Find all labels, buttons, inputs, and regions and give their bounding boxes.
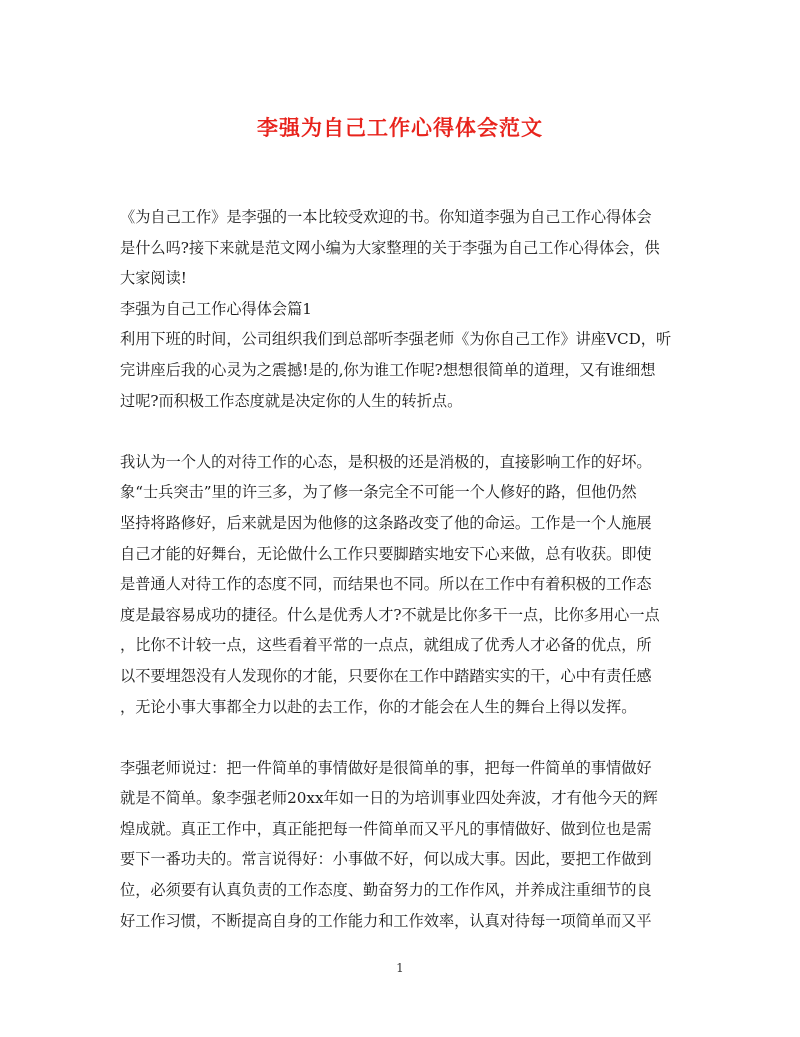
- text-line: 要下一番功夫的。常言说得好：小事做不好，何以成大事。因此，要把工作做到: [120, 850, 652, 869]
- text-line: 我认为一个人的对待工作的心态，是积极的还是消极的，直接影响工作的好坏。: [120, 452, 652, 471]
- text-line: 煌成就。真正工作中，真正能把每一件简单而又平凡的事情做好、做到位也是需: [120, 819, 652, 838]
- text-line: 李强老师说过：把一件简单的事情做好是很简单的事，把每一件简单的事情做好: [120, 758, 652, 777]
- document-title: 李强为自己工作心得体会范文: [257, 115, 543, 140]
- text-line: 好工作习惯，不断提高自身的工作能力和工作效率，认真对待每一项简单而又平: [120, 911, 652, 930]
- text-line: 过呢?而积极工作态度就是决定你的人生的转折点。: [120, 391, 463, 410]
- paragraph-gap: [120, 722, 680, 753]
- paragraph-gap: [120, 416, 680, 447]
- page-number: 1: [396, 961, 404, 975]
- text-line: 度是最容易成功的捷径。什么是优秀人才?不就是比你多干一点，比你多用心一点: [120, 605, 660, 624]
- section-heading: [120, 294, 680, 325]
- text-line: 自己才能的好舞台，无论做什么工作只要脚踏实地安下心来做，总有收获。即使: [120, 544, 652, 563]
- intro-paragraph: [120, 202, 680, 294]
- body-paragraph: [120, 753, 680, 937]
- text-line: 李强为自己工作心得体会篇1: [120, 299, 312, 318]
- text-line: 利用下班的时间，公司组织我们到总部听李强老师《为你自己工作》讲座VCD，听: [120, 330, 672, 349]
- text-line: 是普通人对待工作的态度不同，而结果也不同。所以在工作中有着积极的工作态: [120, 575, 652, 594]
- text-line: ，无论小事大事都全力以赴的去工作，你的才能会在人生的舞台上得以发挥。: [120, 697, 637, 716]
- body-paragraph: [120, 324, 680, 416]
- text-line: 就是不简单。象李强老师20xx年如一日的为培训事业四处奔波，才有他今天的辉: [120, 789, 658, 808]
- text-line: 象“士兵突击”里的许三多，为了修一条完全不可能一个人修好的路，但他仍然: [120, 483, 637, 502]
- text-line: 位，必须要有认真负责的工作态度、勤奋努力的工作作风，并养成注重细节的良: [120, 881, 652, 900]
- text-line: 大家阅读!: [120, 269, 187, 288]
- text-line: 《为自己工作》是李强的一本比较受欢迎的书。你知道李强为自己工作心得体会: [120, 208, 652, 226]
- document-body: [120, 202, 680, 936]
- text-line: 坚持将路修好，后来就是因为他修的这条路改变了他的命运。工作是一个人施展: [120, 513, 652, 532]
- body-paragraph: [120, 447, 680, 722]
- text-line: 完讲座后我的心灵为之震撼!是的,你为谁工作呢?想想很简单的道理，又有谁细想: [120, 360, 656, 379]
- text-line: 是什么吗?接下来就是范文网小编为大家整理的关于李强为自己工作心得体会，供: [120, 238, 660, 257]
- text-line: ，比你不计较一点，这些看着平常的一点点，就组成了优秀人才必备的优点，所: [120, 636, 652, 655]
- text-line: 以不要埋怨没有人发现你的才能，只要你在工作中踏踏实实的干，心中有责任感: [120, 666, 652, 685]
